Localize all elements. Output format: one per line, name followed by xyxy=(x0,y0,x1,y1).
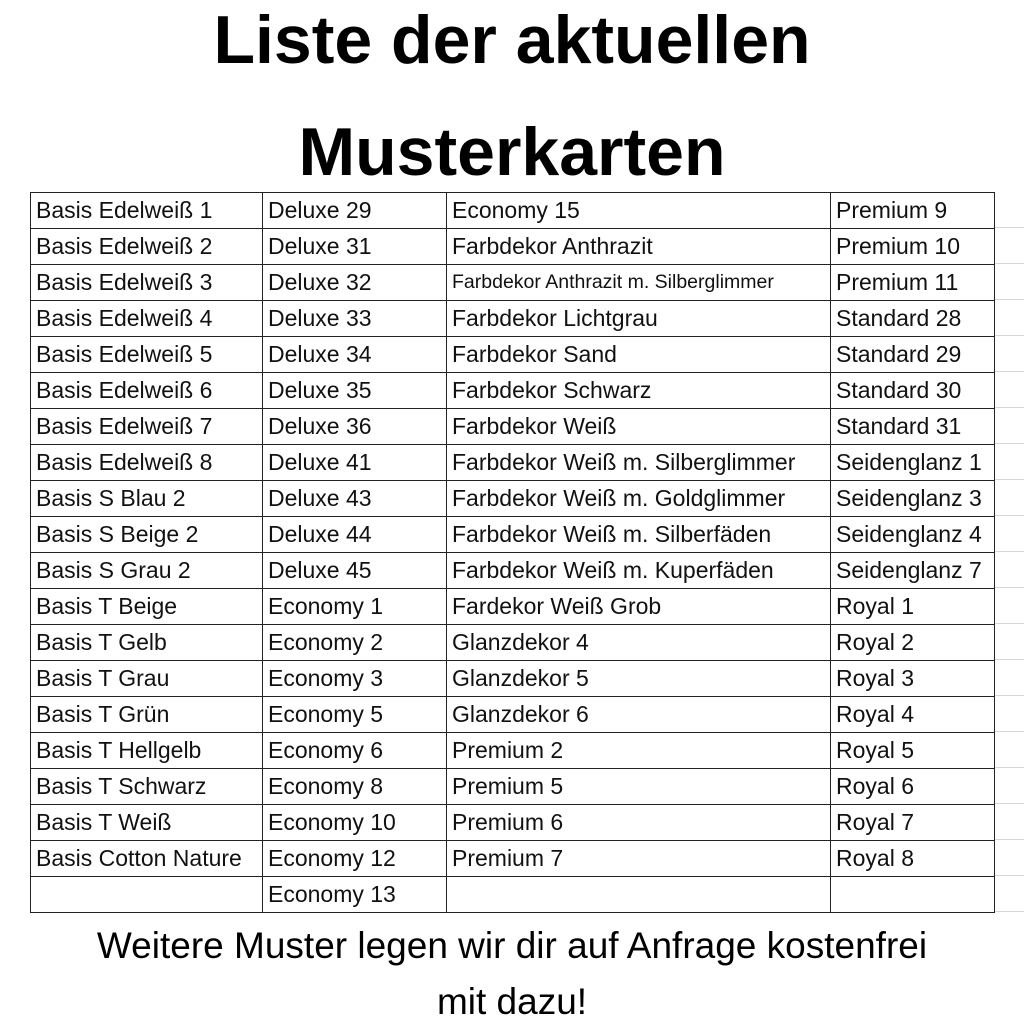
table-cell: Premium 5 xyxy=(447,769,831,805)
table-row xyxy=(31,733,995,769)
table-cell: Farbdekor Anthrazit xyxy=(447,229,831,265)
table-row xyxy=(31,445,995,481)
table-cell: Basis T Schwarz xyxy=(31,769,263,805)
table-row xyxy=(31,373,995,409)
table-cell: Farbdekor Schwarz xyxy=(447,373,831,409)
table-cell: Basis T Beige xyxy=(31,589,263,625)
table-cell: Basis T Hellgelb xyxy=(31,733,263,769)
table-cell: Standard 31 xyxy=(831,409,995,445)
table-cell: Deluxe 29 xyxy=(263,193,447,229)
table-cell: Seidenglanz 4 xyxy=(831,517,995,553)
table-cell: Basis T Weiß xyxy=(31,805,263,841)
table-cell xyxy=(31,877,263,913)
table-cell: Basis Edelweiß 8 xyxy=(31,445,263,481)
table-row xyxy=(31,769,995,805)
table-row xyxy=(31,481,995,517)
table-cell: Deluxe 33 xyxy=(263,301,447,337)
table-cell: Standard 28 xyxy=(831,301,995,337)
table-cell: Deluxe 45 xyxy=(263,553,447,589)
table-cell: Deluxe 36 xyxy=(263,409,447,445)
sample-card-table-container xyxy=(30,192,996,918)
table-cell xyxy=(831,877,995,913)
table-cell: Farbdekor Weiß m. Kuperfäden xyxy=(447,553,831,589)
table-cell: Farbdekor Sand xyxy=(447,337,831,373)
table-cell: Deluxe 31 xyxy=(263,229,447,265)
table-cell: Seidenglanz 7 xyxy=(831,553,995,589)
table-cell: Economy 10 xyxy=(263,805,447,841)
table-cell: Seidenglanz 3 xyxy=(831,481,995,517)
table-cell: Deluxe 34 xyxy=(263,337,447,373)
table-cell: Royal 4 xyxy=(831,697,995,733)
title-line-1: Liste der aktuellen xyxy=(213,2,811,78)
table-cell: Royal 2 xyxy=(831,625,995,661)
table-row xyxy=(31,229,995,265)
table-cell: Standard 29 xyxy=(831,337,995,373)
footer-line-2: mit dazu! xyxy=(436,981,588,1022)
table-row xyxy=(31,337,995,373)
table-cell: Basis Cotton Nature xyxy=(31,841,263,877)
table-cell: Basis Edelweiß 7 xyxy=(31,409,263,445)
table-cell: Royal 8 xyxy=(831,841,995,877)
table-cell: Deluxe 44 xyxy=(263,517,447,553)
table-cell: Deluxe 32 xyxy=(263,265,447,301)
table-cell: Basis Edelweiß 6 xyxy=(31,373,263,409)
table-cell: Farbdekor Weiß m. Silberglimmer xyxy=(447,445,831,481)
table-cell: Premium 2 xyxy=(447,733,831,769)
table-row xyxy=(31,805,995,841)
spreadsheet-grid-extension xyxy=(994,192,1024,918)
table-cell: Premium 10 xyxy=(831,229,995,265)
table-cell: Basis T Grün xyxy=(31,697,263,733)
table-cell: Basis Edelweiß 3 xyxy=(31,265,263,301)
table-cell: Glanzdekor 6 xyxy=(447,697,831,733)
table-cell: Royal 7 xyxy=(831,805,995,841)
table-row xyxy=(31,193,995,229)
table-cell: Basis Edelweiß 2 xyxy=(31,229,263,265)
table-row xyxy=(31,265,995,301)
footer-note xyxy=(0,918,1024,1030)
footer-line-1: Weitere Muster legen wir dir auf Anfrage kostenfrei xyxy=(96,925,928,966)
table-cell: Deluxe 41 xyxy=(263,445,447,481)
table-cell: Basis S Grau 2 xyxy=(31,553,263,589)
table-row xyxy=(31,697,995,733)
table-cell: Basis Edelweiß 4 xyxy=(31,301,263,337)
table-cell: Deluxe 35 xyxy=(263,373,447,409)
table-cell: Standard 30 xyxy=(831,373,995,409)
sample-card-table xyxy=(30,192,995,913)
table-cell: Basis T Gelb xyxy=(31,625,263,661)
table-row xyxy=(31,553,995,589)
table-row xyxy=(31,661,995,697)
table-cell: Premium 7 xyxy=(447,841,831,877)
table-cell: Farbdekor Lichtgrau xyxy=(447,301,831,337)
table-cell: Basis S Blau 2 xyxy=(31,481,263,517)
table-cell: Seidenglanz 1 xyxy=(831,445,995,481)
table-row xyxy=(31,517,995,553)
table-row xyxy=(31,625,995,661)
table-cell: Basis Edelweiß 1 xyxy=(31,193,263,229)
table-cell: Royal 1 xyxy=(831,589,995,625)
sample-card-table-body xyxy=(31,193,995,913)
table-cell: Premium 9 xyxy=(831,193,995,229)
table-cell: Premium 11 xyxy=(831,265,995,301)
table-row xyxy=(31,877,995,913)
table-row xyxy=(31,301,995,337)
table-cell: Economy 5 xyxy=(263,697,447,733)
table-cell: Fardekor Weiß Grob xyxy=(447,589,831,625)
table-cell: Royal 3 xyxy=(831,661,995,697)
table-cell: Economy 8 xyxy=(263,769,447,805)
table-cell: Farbdekor Weiß m. Goldglimmer xyxy=(447,481,831,517)
table-cell: Deluxe 43 xyxy=(263,481,447,517)
table-row xyxy=(31,409,995,445)
table-cell: Premium 6 xyxy=(447,805,831,841)
table-cell: Economy 6 xyxy=(263,733,447,769)
table-cell: Economy 2 xyxy=(263,625,447,661)
table-cell: Farbdekor Weiß m. Silberfäden xyxy=(447,517,831,553)
table-cell: Glanzdekor 4 xyxy=(447,625,831,661)
table-cell: Farbdekor Anthrazit m. Silberglimmer xyxy=(447,265,831,301)
table-cell: Economy 15 xyxy=(447,193,831,229)
table-cell: Basis S Beige 2 xyxy=(31,517,263,553)
table-cell: Farbdekor Weiß xyxy=(447,409,831,445)
table-cell: Economy 1 xyxy=(263,589,447,625)
table-cell: Economy 3 xyxy=(263,661,447,697)
table-cell xyxy=(447,877,831,913)
table-cell: Economy 13 xyxy=(263,877,447,913)
page-title xyxy=(0,0,1024,190)
table-row xyxy=(31,589,995,625)
table-cell: Royal 5 xyxy=(831,733,995,769)
table-cell: Royal 6 xyxy=(831,769,995,805)
table-cell: Basis T Grau xyxy=(31,661,263,697)
table-row xyxy=(31,841,995,877)
title-line-2: Musterkarten xyxy=(298,114,726,190)
table-cell: Glanzdekor 5 xyxy=(447,661,831,697)
table-cell: Basis Edelweiß 5 xyxy=(31,337,263,373)
table-cell: Economy 12 xyxy=(263,841,447,877)
